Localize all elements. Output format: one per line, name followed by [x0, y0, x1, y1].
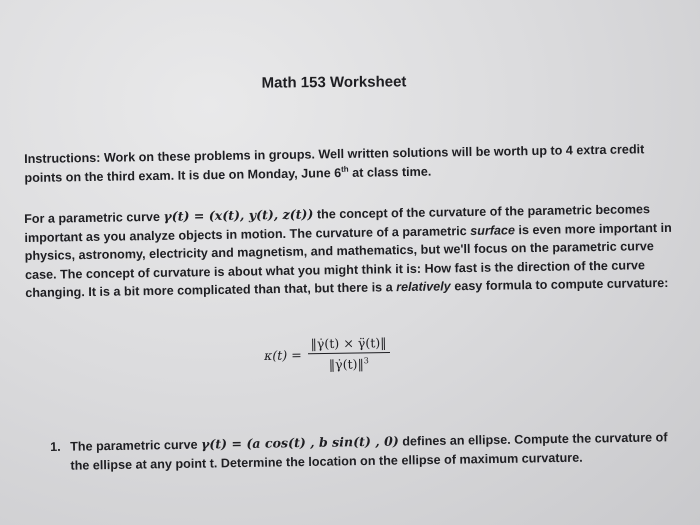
formula-lhs: κ(t) = [263, 346, 302, 363]
emphasis-surface: surface [470, 222, 516, 238]
instructions-text: Work on these problems in groups. Well written solutions will be worth up to 4 extra credit points on the third exam. It is due on Monday, June 6 [24, 142, 645, 185]
formula-denominator-wrap [326, 353, 372, 372]
problem-text [70, 428, 671, 475]
instructions-text-end: at class time. [348, 164, 432, 180]
formula-numerator: ‖γ̇(t) × γ̈(t)‖ [307, 335, 389, 354]
instructions-label: Instructions: [24, 150, 101, 166]
formula-exponent: 3 [363, 356, 369, 366]
formula-denominator: ‖γ̇(t)‖ [328, 356, 364, 372]
page-title: Math 153 Worksheet [261, 73, 407, 92]
paragraph-text-1: For a parametric curve [24, 209, 164, 226]
ordinal-suffix: th [341, 164, 349, 174]
problem-text-1: The parametric curve [70, 437, 202, 454]
curvature-formula [264, 335, 390, 373]
paragraph-text-2: the concept of the curvature of the parametric becomes important as you analyze objects in motion. The curvature of a parametric [24, 202, 651, 245]
paragraph-text-3: is even more important in physics, astronomy, electricity and magnetism, and mathematics, but we'll focus on the parametric curve case. The concept of curvature is about what you might think it is: How fast is the direction of the curve changing. It is a bit more complicated than that, but there is a [24, 220, 672, 301]
problem-number: 1. [50, 439, 61, 454]
ellipse-curve-expression: γ(t) = (a cos(t) , b sin(t) , 0) [200, 433, 399, 452]
curvature-paragraph [24, 200, 675, 303]
parametric-curve-expression: γ(t) = (x(t), y(t), z(t)) [163, 206, 314, 224]
problem-text-2: defines an ellipse. Compute the curvature of the ellipse at any point t. Determine the location on the ellipse of maximum curvature. [70, 430, 668, 473]
formula-fraction [307, 335, 390, 372]
emphasis-relatively: relatively [396, 279, 451, 295]
instructions-block [24, 140, 675, 187]
problem-item [50, 428, 671, 475]
paragraph-text-4: easy formula to compute curvature: [450, 276, 669, 294]
